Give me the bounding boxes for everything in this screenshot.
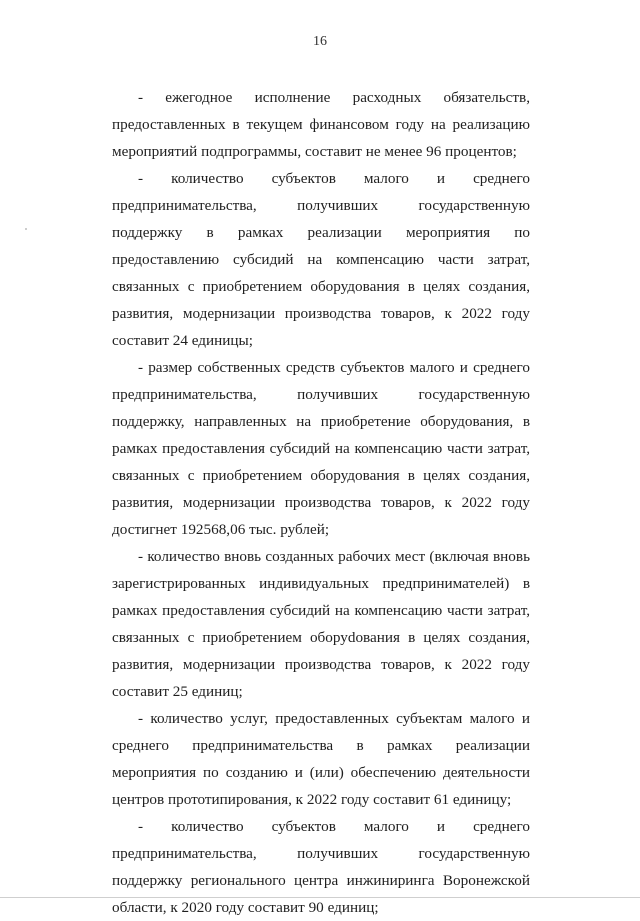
list-item: - количество вновь созданных рабочих мест (включая вновь зарегистрированных индивидуальных предпринимателей) в рамках предоставления субсидий на компенсацию части затрат, связанных с приобретением оборуdования в целях создания, развития, модернизации производства товаров, к 2022 году составит 25 единиц; [112,548,530,700]
list-item: - количество субъектов малого и среднего предпринимательства, получивших государственную поддержку регионального центра инжиниринга Воронежской области, к 2020 году составит 90 единиц; [112,818,530,916]
document-body [112,84,530,921]
page-bottom-edge [0,897,640,898]
list-item: - количество субъектов малого и среднего предпринимательства, получивших государственную поддержку в рамках реализации мероприятия по предоставлению субсидий на компенсацию части затрат, связанных с приобретением оборудования в целях создания, развития, модернизации производства товаров, к 2022 году составит 24 единицы; [112,170,530,349]
scan-speck [25,228,27,230]
list-item: - ежегодное исполнение расходных обязательств, предоставленных в текущем финансовом году на реализацию мероприятий подпрограммы, составит не менее 96 процентов; [112,89,530,160]
page-number: 16 [313,34,327,49]
list-item: - размер собственных средств субъектов малого и среднего предпринимательства, получивших государственную поддержку, направленных на приобретение оборудования, в рамках предоставления субсидий на компенсацию части затрат, связанных с приобретением оборудования в целях создания, развития, модернизации производства товаров, к 2022 году достигнет 192568,06 тыс. рублей; [112,359,530,538]
list-item: - количество услуг, предоставленных субъектам малого и среднего предпринимательства в рамках реализации мероприятия по созданию и (или) обеспечению деятельности центров прототипирования, к 2022 году составит 61 единицу; [112,710,530,808]
